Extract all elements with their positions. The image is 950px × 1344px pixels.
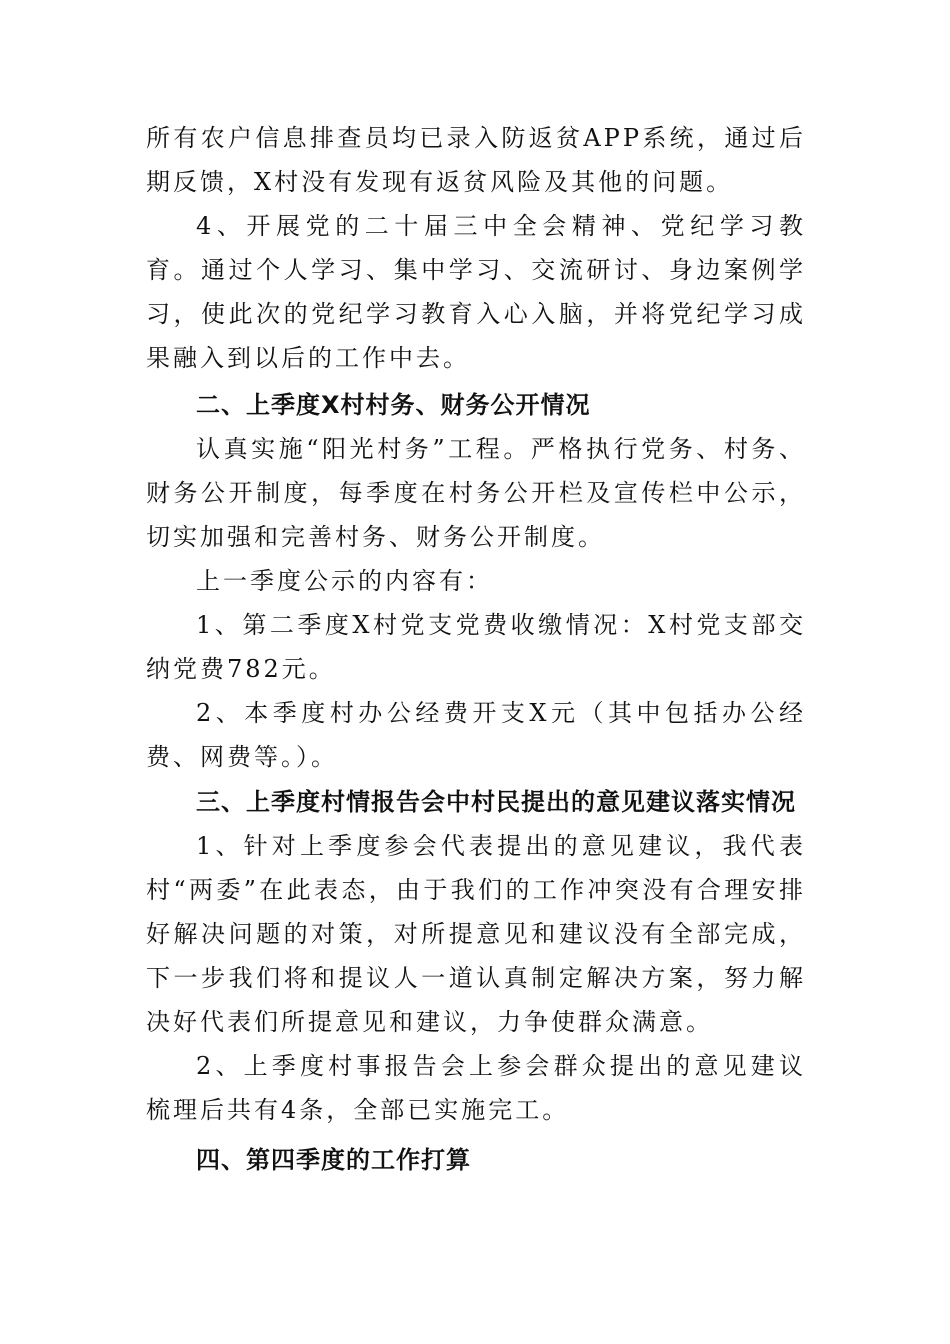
paragraph-party-fees: 1、第二季度X村党支党费收缴情况：X村党支部交纳党费782元。 (146, 611, 806, 683)
document-body (146, 116, 806, 1182)
paragraph-item-4: 4、开展党的二十届三中全会精神、党纪学习教育。通过个人学习、集中学习、交流研讨、身边案例学习，使此次的党纪学习教育入心入脑，并将党纪学习成果融入到以后的工作中去。 (146, 212, 806, 372)
section-heading-4: 四、第四季度的工作打算 (196, 1146, 471, 1174)
paragraph-office-expenses: 2、本季度村办公经费开支X元（其中包括办公经费、网费等。）。 (146, 699, 806, 771)
paragraph-feedback-response: 1、针对上季度参会代表提出的意见建议，我代表村“两委”在此表态，由于我们的工作冲突没有合理安排好解决问题的对策，对所提意见和建议没有全部完成，下一步我们将和提议人一道认真制定解决方案，努力解决好代表们所提意见和建议，力争使群众满意。 (146, 832, 806, 1036)
paragraph-sunshine-affairs: 认真实施“阳光村务”工程。严格执行党务、村务、财务公开制度，每季度在村务公开栏及宣传栏中公示，切实加强和完善村务、财务公开制度。 (146, 435, 806, 551)
paragraph-publicity-intro: 上一季度公示的内容有： (196, 567, 493, 595)
section-heading-2: 二、上季度X村村务、财务公开情况 (196, 391, 591, 419)
paragraph-continued: 所有农户信息排查员均已录入防返贫APP系统，通过后期反馈，X村没有发现有返贫风险及其他的问题。 (146, 124, 806, 196)
section-heading-3: 三、上季度村情报告会中村民提出的意见建议落实情况 (196, 788, 796, 816)
paragraph-feedback-summary: 2、上季度村事报告会上参会群众提出的意见建议梳理后共有4条，全部已实施完工。 (146, 1052, 806, 1124)
